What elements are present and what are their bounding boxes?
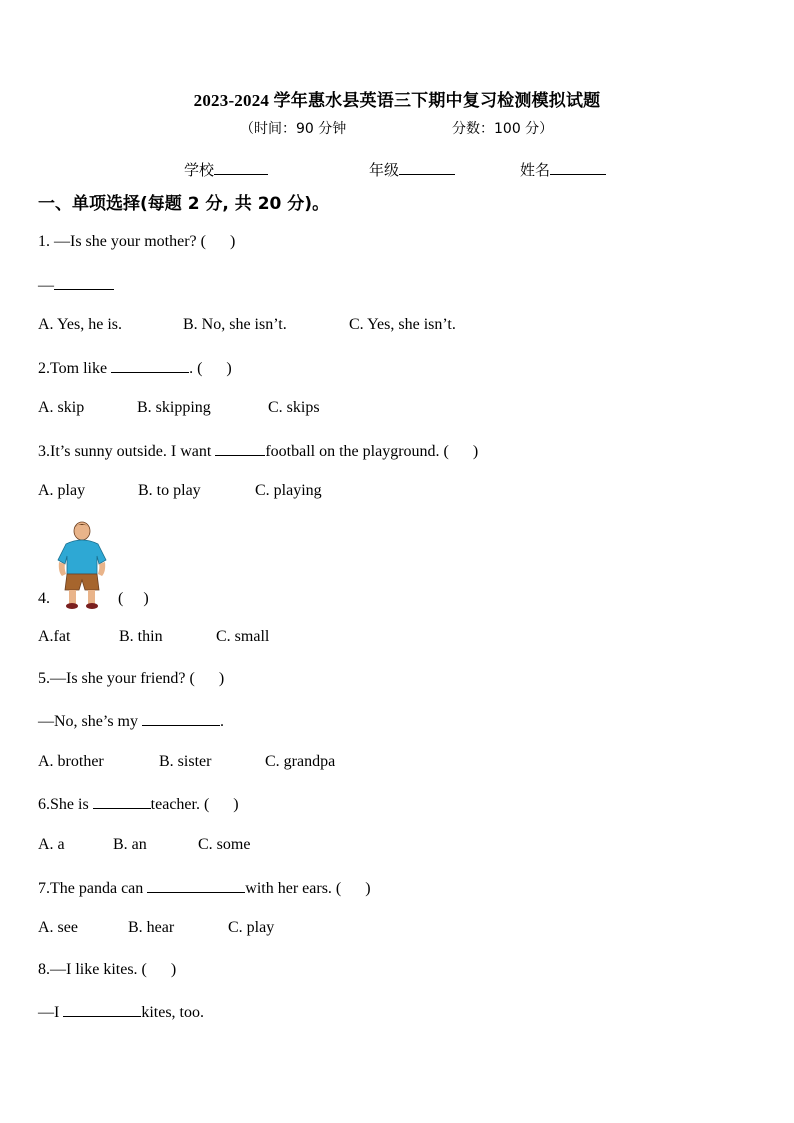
grade-field xyxy=(369,159,455,180)
school-blank[interactable] xyxy=(214,160,268,175)
option-c: C. playing xyxy=(255,482,322,499)
fill-blank[interactable] xyxy=(147,878,245,893)
fill-blank[interactable] xyxy=(93,794,151,809)
option-b: B. sister xyxy=(159,753,212,770)
option-a: A. play xyxy=(38,482,86,499)
reply-dash: — xyxy=(38,277,54,294)
option-a: A. skip xyxy=(38,399,85,416)
question-7-stem: 7.The panda can xyxy=(38,880,148,897)
option-a: A. see xyxy=(38,919,78,936)
reply-text: —I xyxy=(38,1004,64,1021)
question-8-stem: 8.—I like kites. ( xyxy=(38,961,147,978)
question-1-reply xyxy=(38,275,114,295)
grade-label: 年级 xyxy=(369,161,400,179)
fill-blank[interactable] xyxy=(215,441,265,456)
option-c: C. small xyxy=(216,628,270,645)
option-a: A. Yes, he is. xyxy=(38,316,123,333)
option-a: A.fat xyxy=(38,628,71,645)
paren-close: ) xyxy=(170,961,177,978)
paren-close: ) xyxy=(472,443,479,460)
reply-text: —No, she’s my xyxy=(38,713,142,730)
fill-blank[interactable] xyxy=(63,1002,141,1017)
option-c: C. skips xyxy=(268,399,320,416)
name-blank[interactable] xyxy=(550,160,606,175)
option-b: B. skipping xyxy=(137,399,211,416)
reply-blank[interactable] xyxy=(54,275,114,290)
fat-boy-figure-icon xyxy=(54,520,110,610)
option-b: B. an xyxy=(113,836,147,853)
question-8-reply xyxy=(38,1002,204,1022)
paren-close: ) xyxy=(229,233,236,250)
question-5-reply xyxy=(38,711,224,731)
question-3-stem: 3.It’s sunny outside. I want xyxy=(38,443,216,460)
question-5-stem: 5.—Is she your friend? ( xyxy=(38,670,195,687)
option-c: C. grandpa xyxy=(265,753,336,770)
reply-end: . xyxy=(220,713,224,730)
paren-close: ) xyxy=(218,670,225,687)
question-1 xyxy=(38,233,235,251)
option-b: B. thin xyxy=(119,628,163,645)
question-4 xyxy=(38,590,50,608)
fill-blank[interactable] xyxy=(111,358,189,373)
exam-time: （时间：90 分钟 xyxy=(240,121,347,137)
option-b: B. to play xyxy=(138,482,201,499)
exam-score: 分数：100 分） xyxy=(452,121,554,137)
question-4-paren xyxy=(118,590,149,608)
question-2 xyxy=(38,358,232,378)
question-7 xyxy=(38,878,371,898)
question-3 xyxy=(38,441,478,461)
fill-blank[interactable] xyxy=(142,711,220,726)
question-6 xyxy=(38,794,239,814)
page-title: 2023-2024 学年惠水县英语三下期中复习检测模拟试题 xyxy=(193,91,601,110)
name-label: 姓名 xyxy=(520,161,551,179)
question-8 xyxy=(38,961,176,979)
question-5 xyxy=(38,670,224,688)
option-b: B. hear xyxy=(128,919,175,936)
question-1-stem: 1. —Is she your mother? ( xyxy=(38,233,206,250)
reply-end: kites, too. xyxy=(141,1004,204,1021)
question-6-stem: 6.She is xyxy=(38,796,93,813)
question-3-stem-end: football on the playground. ( xyxy=(265,443,449,460)
school-label: 学校 xyxy=(184,161,215,179)
section-heading: 一、单项选择(每题 2 分, 共 20 分)。 xyxy=(38,194,330,214)
grade-blank[interactable] xyxy=(399,160,455,175)
paren-open: ( xyxy=(118,590,124,607)
school-field xyxy=(184,159,268,180)
question-2-stem-end: . ( xyxy=(189,360,203,377)
question-4-number: 4. xyxy=(38,590,50,607)
question-2-stem: 2.Tom like xyxy=(38,360,112,377)
question-7-stem-end: with her ears. ( xyxy=(245,880,342,897)
paren-close: ) xyxy=(143,590,149,607)
option-c: C. play xyxy=(228,919,275,936)
paren-close: ) xyxy=(226,360,232,377)
paren-close: ) xyxy=(233,796,239,813)
name-field xyxy=(520,159,606,180)
option-a: A. a xyxy=(38,836,65,853)
option-c: C. Yes, she isn’t. xyxy=(349,316,456,333)
option-c: C. some xyxy=(198,836,251,853)
paren-close: ) xyxy=(365,880,371,897)
question-6-stem-end: teacher. ( xyxy=(150,796,210,813)
option-b: B. No, she isn’t. xyxy=(183,316,287,333)
option-a: A. brother xyxy=(38,753,104,770)
